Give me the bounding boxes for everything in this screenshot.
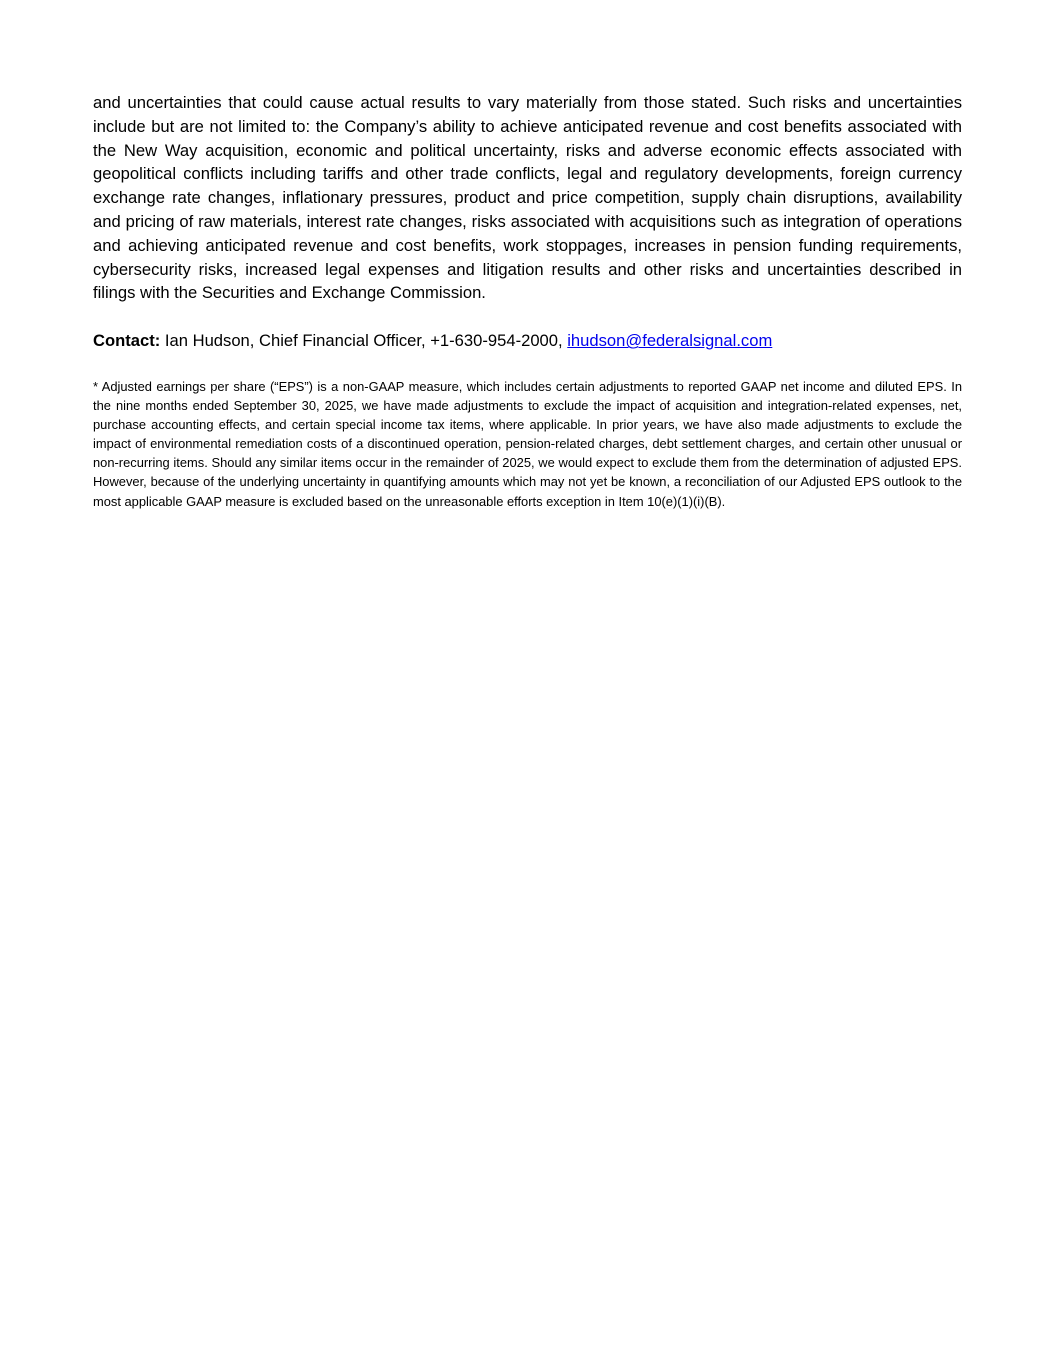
contact-line: [93, 329, 962, 353]
document-page: [93, 91, 962, 511]
adjusted-eps-footnote: * Adjusted earnings per share (“EPS”) is a non-GAAP measure, which includes certain adjustments to reported GAAP net income and diluted EPS. In the nine months ended September 30, 2025, we have made adjustments to exclude the impact of acquisition and integration-related expenses, net, purchase accounting effects, and certain special income tax items, where applicable. In prior years, we have also made adjustments to exclude the impact of environmental remediation costs of a discontinued operation, pension-related charges, debt settlement charges, and certain other unusual or non-recurring items. Should any similar items occur in the remainder of 2025, we would expect to exclude them from the determination of adjusted EPS. However, because of the underlying uncertainty in quantifying amounts which may not yet be known, a reconciliation of our Adjusted EPS outlook to the most applicable GAAP measure is excluded based on the unreasonable efforts exception in Item 10(e)(1)(i)(B).: [93, 378, 962, 509]
contact-label: Contact:: [93, 331, 161, 351]
contact-email-link[interactable]: ihudson@federalsignal.com: [567, 331, 773, 351]
contact-details: Ian Hudson, Chief Financial Officer, +1-630-954-2000,: [160, 331, 568, 351]
risk-factors-paragraph: and uncertainties that could cause actual results to vary materially from those stated. Such risks and uncertainties include but are not limited to: the Company’s ability to achieve anticipated revenue and cost benefits associated with the New Way acquisition, economic and political uncertainty, risks and adverse economic effects associated with geopolitical conflicts including tariffs and other trade conflicts, legal and regulatory developments, foreign currency exchange rate changes, inflationary pressures, product and price competition, supply chain disruptions, availability and pricing of raw materials, interest rate changes, risks associated with acquisitions such as integration of operations and achieving anticipated revenue and cost benefits, work stoppages, increases in pension funding requirements, cybersecurity risks, increased legal expenses and litigation results and other risks and uncertainties described in filings with the Securities and Exchange Commission.: [93, 93, 962, 303]
